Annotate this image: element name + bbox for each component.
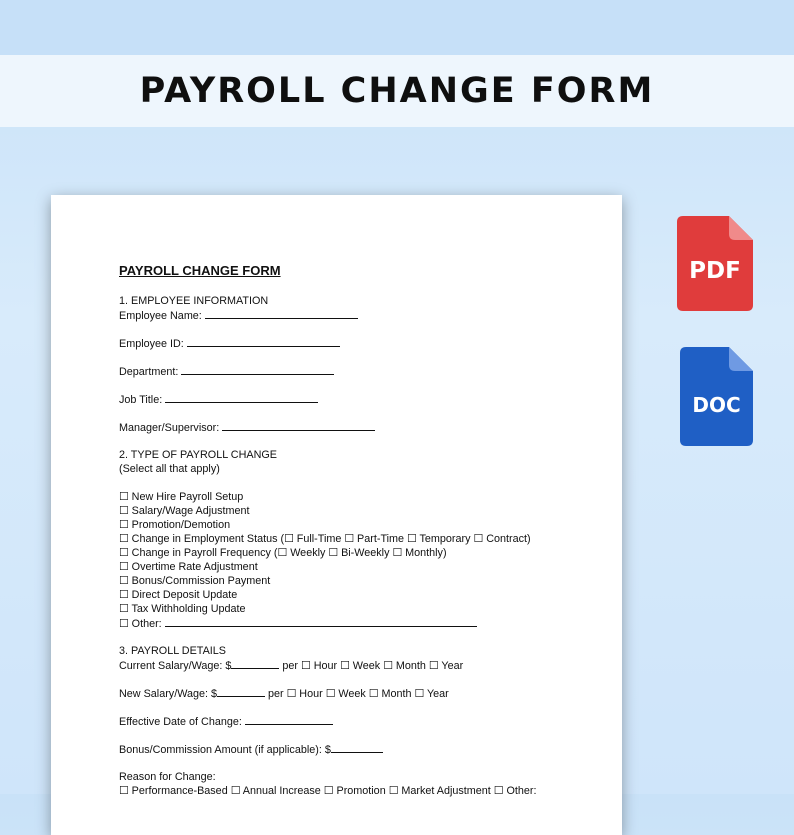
change-type-option[interactable]: ☐ Promotion/Demotion [119,519,231,531]
change-type-option[interactable]: ☐ Direct Deposit Update [119,589,238,601]
current-salary-period[interactable]: per ☐ Hour ☐ Week ☐ Month ☐ Year [282,660,464,672]
job-title-label: Job Title: [119,394,163,406]
new-salary-label: New Salary/Wage: $ [119,688,218,700]
department-blank[interactable] [181,364,334,375]
pdf-file-icon[interactable] [677,216,753,311]
title-banner [0,55,794,127]
section-2-heading: 2. TYPE OF PAYROLL CHANGE [119,449,277,461]
manager-label: Manager/Supervisor: [119,422,220,434]
form-content [119,263,599,798]
change-type-option[interactable]: ☐ Salary/Wage Adjustment [119,505,250,517]
job-title-blank[interactable] [165,392,318,403]
change-type-option[interactable]: ☐ Bonus/Commission Payment [119,575,271,587]
change-type-option[interactable]: ☐ Change in Employment Status (☐ Full-Time ☐ Part-Time ☐ Temporary ☐ Contract) [119,533,531,545]
reason-label: Reason for Change: [119,771,216,783]
manager-blank[interactable] [222,420,375,431]
effective-date-field [119,714,599,728]
change-type-option[interactable]: ☐ Tax Withholding Update [119,603,246,615]
effective-date-blank[interactable] [245,714,333,725]
employee-id-field [119,336,599,350]
section-1-heading: 1. EMPLOYEE INFORMATION [119,295,269,307]
employee-name-field [119,308,599,322]
effective-date-label: Effective Date of Change: [119,716,242,728]
change-type-other [119,616,599,630]
new-salary-period[interactable]: per ☐ Hour ☐ Week ☐ Month ☐ Year [268,688,449,700]
bonus-field [119,742,599,756]
job-title-field [119,392,599,406]
doc-label: DOC [692,393,741,417]
department-label: Department: [119,366,179,378]
new-salary-blank[interactable] [217,686,265,697]
bonus-label: Bonus/Commission Amount (if applicable): $ [119,744,331,756]
change-type-option[interactable]: ☐ New Hire Payroll Setup [119,491,244,503]
change-type-option[interactable]: ☐ Overtime Rate Adjustment [119,561,258,573]
employee-id-label: Employee ID: [119,338,184,350]
section-2-subheading: (Select all that apply) [119,463,220,475]
top-background-strip [0,0,794,55]
reason-options[interactable]: ☐ Performance-Based ☐ Annual Increase ☐ Promotion ☐ Market Adjustment ☐ Other: [119,785,537,797]
document-page [51,195,622,835]
other-option[interactable]: ☐ Other: [119,618,162,630]
current-salary-blank[interactable] [231,658,279,669]
employee-id-blank[interactable] [187,336,340,347]
other-blank[interactable] [165,616,477,627]
section-3-heading: 3. PAYROLL DETAILS [119,645,227,657]
employee-name-label: Employee Name: [119,310,202,322]
doc-file-icon[interactable] [680,347,753,446]
banner-title: PAYROLL CHANGE FORM [139,71,655,111]
manager-field [119,420,599,434]
bonus-blank[interactable] [331,742,383,753]
new-salary-field [119,686,599,700]
department-field [119,364,599,378]
change-type-option[interactable]: ☐ Change in Payroll Frequency (☐ Weekly ☐ Bi-Weekly ☐ Monthly) [119,547,447,559]
current-salary-label: Current Salary/Wage: $ [119,660,232,672]
current-salary-field [119,658,599,672]
form-title: PAYROLL CHANGE FORM [119,263,281,278]
employee-name-blank[interactable] [205,308,358,319]
pdf-label: PDF [689,258,741,284]
